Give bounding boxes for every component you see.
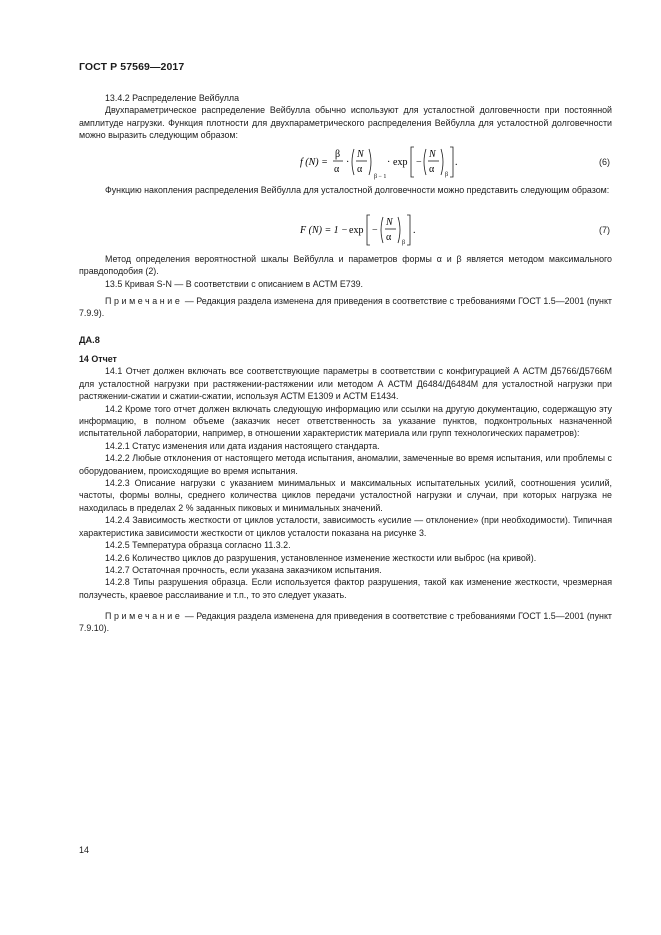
paragraph-14-2-7: 14.2.7 Остаточная прочность, если указана заказчиком испытания. bbox=[105, 564, 382, 575]
section-title: 14 Отчет bbox=[79, 354, 117, 364]
note-1 bbox=[79, 295, 612, 320]
document-header: ГОСТ Р 57569—2017 bbox=[79, 61, 185, 73]
eq6-alpha2: α bbox=[357, 164, 363, 175]
section-13-5: 13.5 Кривая S-N — В соответствии с описанием в АСТМ Е739. bbox=[105, 278, 364, 289]
paragraph-14-2-8: 14.2.8 Типы разрушения образца. Если используется фактор разрушения, такой как изменение жесткости, чрезмерная ползучесть, краевое расслаивание и т.п., то это следует указать. bbox=[79, 577, 612, 600]
paragraph-14-1: 14.1 Отчет должен включать все соответствующие параметры в соответствии с конфигурацией А АСТМ Д5766/Д5766М для усталостной нагрузки при растяжении-растяжении или методом А АСТМ Д6484/Д6484М для усталостной нагрузки при растяжении-сжатии и сжатии-сжатии, используя АСТМ Е1309 и АСТМ Е1434. bbox=[79, 366, 612, 402]
paragraph-14-2-1: 14.2.1 Статус изменения или дата издания настоящего стандарта. bbox=[105, 440, 380, 451]
section-13-4-2 bbox=[79, 92, 612, 142]
note-label: Примечание bbox=[105, 296, 183, 306]
eq6-dot: . bbox=[455, 157, 458, 168]
paragraph-cdf bbox=[79, 184, 612, 196]
eq6-exp: exp bbox=[393, 157, 408, 168]
note-text: — Редакция раздела изменена для приведения в соответствие с требованиями ГОСТ 1.5—2001 (пункт 7.9.10). bbox=[79, 611, 612, 634]
paragraph-14-2-6: 14.2.6 Количество циклов до разрушения, установленное изменение жесткости или выброс (на кривой). bbox=[105, 552, 537, 563]
eq7-sub-beta: β bbox=[402, 240, 406, 246]
note-label: Примечание bbox=[105, 611, 183, 621]
paragraph-14-2-3: 14.2.3 Описание нагрузки с указанием минимальных и максимальных испытательных усилий, соотношения усилий, частоты, формы волны, среднего количества циклов передачи усталостной нагрузки и случаи, при которых нагрузка не находилась в пределах 2 % заданных пиковых и минимальных значений. bbox=[79, 478, 612, 513]
eq6-sub-beta: β bbox=[445, 172, 449, 178]
eq7-dot: . bbox=[413, 225, 416, 236]
svg-text:·: · bbox=[346, 157, 350, 168]
eq7-N: N bbox=[386, 217, 393, 228]
eq6-minus: − bbox=[416, 157, 422, 168]
section-method bbox=[79, 253, 612, 290]
paragraph-14-2: 14.2 Кроме того отчет должен включать следующую информацию или ссылки на другую документацию, содержащую эту информацию, в полном объеме (заказчик несет ответственность за указание пунктов, подконтрольных назначенной испытательной лаборатории, например, в отношении характеристик материала или групп технологических параметров): bbox=[79, 403, 612, 439]
note-text: — Редакция раздела изменена для приведения в соответствие с требованиями ГОСТ 1.5—2001 (пункт 7.9.9). bbox=[79, 296, 612, 319]
equation-6 bbox=[290, 143, 460, 183]
equation-6-number: (6) bbox=[599, 157, 610, 167]
eq6-lhs: f (N) = bbox=[300, 157, 328, 168]
equation-7-number: (7) bbox=[599, 225, 610, 235]
eq6-N2: N bbox=[429, 149, 436, 160]
paragraph: Функцию накопления распределения Вейбулла для усталостной долговечности можно представить следующим образом: bbox=[105, 185, 610, 195]
eq7-alpha: α bbox=[386, 232, 392, 243]
annex-heading: ДА.8 bbox=[79, 335, 100, 345]
section-14 bbox=[79, 353, 612, 601]
svg-text:·: · bbox=[387, 157, 391, 168]
eq6-alpha3: α bbox=[429, 164, 435, 175]
paragraph: Двухпараметрическое распределение Вейбулла обычно используют для усталостной долговечности при постоянной амплитуде нагрузки. Функция плотности для двухпараметрического распределения Вейбулла для усталостной долговечности можно выразить следующим образом: bbox=[79, 105, 612, 141]
paragraph-14-2-5: 14.2.5 Температура образца согласно 11.3.2. bbox=[105, 540, 291, 551]
equation-7 bbox=[300, 211, 430, 251]
eq6-N: N bbox=[357, 149, 364, 160]
eq7-minus: − bbox=[372, 225, 378, 236]
eq6-beta: β bbox=[335, 149, 341, 160]
eq6-alpha: α bbox=[334, 164, 340, 175]
paragraph-14-2-2: 14.2.2 Любые отклонения от настоящего метода испытания, аномалии, замеченные во время испытания, или проблемы с оборудованием, происходящие во время испытания. bbox=[79, 453, 612, 476]
paragraph: Метод определения вероятностной шкалы Вейбулла и параметров формы α и β является методом максимального правдоподобия (2). bbox=[79, 254, 612, 277]
eq7-exp: exp bbox=[349, 225, 364, 236]
note-2 bbox=[79, 610, 612, 635]
page-number: 14 bbox=[79, 845, 90, 855]
paragraph-14-2-4: 14.2.4 Зависимость жесткости от циклов усталости, зависимость «усилие — отклонение» (при необходимости). Типичная характеристика зависимости жесткости от циклов усталости показана на рисунке 3. bbox=[79, 515, 612, 538]
eq7-lhs: F (N) = 1 − bbox=[300, 225, 348, 236]
eq6-sub-beta-minus-1: β − 1 bbox=[374, 174, 387, 180]
subsection-heading: 13.4.2 Распределение Вейбулла bbox=[105, 93, 240, 103]
